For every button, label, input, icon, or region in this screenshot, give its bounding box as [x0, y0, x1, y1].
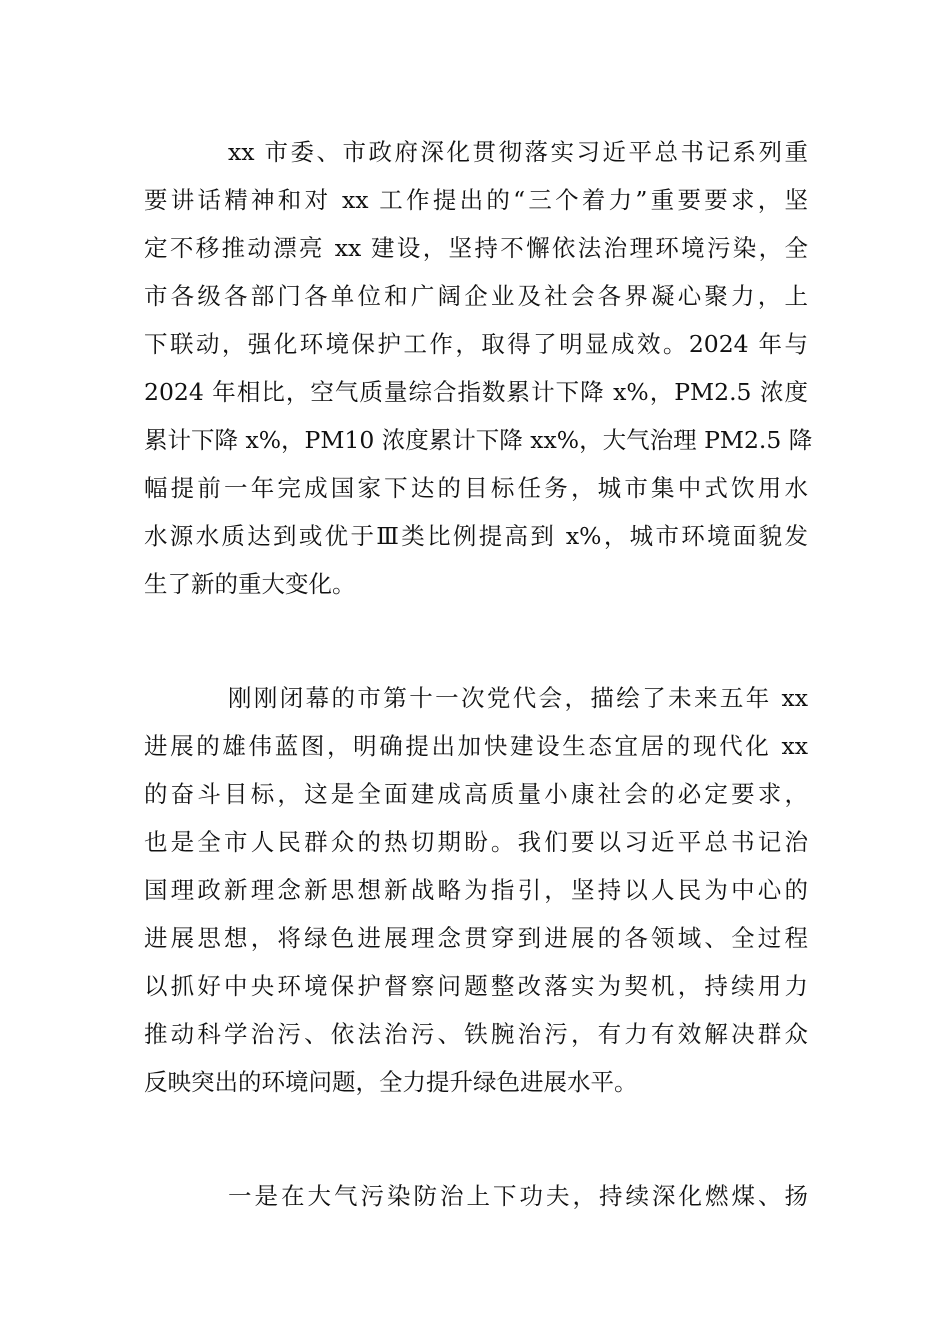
- paragraph-line: 一是在大气污染防治上下功夫，持续深化燃煤、扬: [228, 1182, 808, 1210]
- paragraph-line: 推动科学治污、依法治污、铁腕治污，有力有效解决群众: [144, 1020, 808, 1048]
- paragraph-line: 反映突出的环境问题，全力提升绿色进展水平。: [144, 1068, 638, 1096]
- paragraph-line: 也是全市人民群众的热切期盼。我们要以习近平总书记治: [144, 828, 808, 856]
- paragraph-line: 水源水质达到或优于Ⅲ类比例提高到 x%，城市环境面貌发: [144, 522, 808, 550]
- paragraph-line: 刚刚闭幕的市第十一次党代会，描绘了未来五年 xx: [228, 684, 808, 712]
- paragraph-line: 市各级各部门各单位和广阔企业及社会各界凝心聚力，上: [144, 282, 808, 310]
- paragraph-line: 进展的雄伟蓝图，明确提出加快建设生态宜居的现代化 xx: [144, 732, 808, 760]
- paragraph-2: [144, 674, 808, 1106]
- paragraph-line: 累计下降 x%，PM10 浓度累计下降 xx%，大气治理 PM2.5 降: [144, 426, 813, 454]
- paragraph-line: xx 市委、市政府深化贯彻落实习近平总书记系列重: [228, 138, 808, 166]
- paragraph-line: 2024 年相比，空气质量综合指数累计下降 x%，PM2.5 浓度: [144, 378, 808, 406]
- paragraph-line: 以抓好中央环境保护督察问题整改落实为契机，持续用力: [144, 972, 808, 1000]
- paragraph-line: 要讲话精神和对 xx 工作提出的“三个着力”重要要求，坚: [144, 186, 808, 214]
- paragraph-line: 的奋斗目标，这是全面建成高质量小康社会的必定要求，: [144, 780, 808, 808]
- paragraph-line: 幅提前一年完成国家下达的目标任务，城市集中式饮用水: [144, 474, 808, 502]
- paragraph-1: [144, 128, 813, 608]
- paragraph-line: 下联动，强化环境保护工作，取得了明显成效。2024 年与: [144, 330, 808, 358]
- paragraph-line: 国理政新理念新思想新战略为指引，坚持以人民为中心的: [144, 876, 808, 904]
- paragraph-line: 定不移推动漂亮 xx 建设，坚持不懈依法治理环境污染，全: [144, 234, 808, 262]
- paragraph-line: 进展思想，将绿色进展理念贯穿到进展的各领域、全过程: [144, 924, 808, 952]
- paragraph-3: [144, 1172, 808, 1220]
- paragraph-line: 生了新的重大变化。: [144, 570, 356, 598]
